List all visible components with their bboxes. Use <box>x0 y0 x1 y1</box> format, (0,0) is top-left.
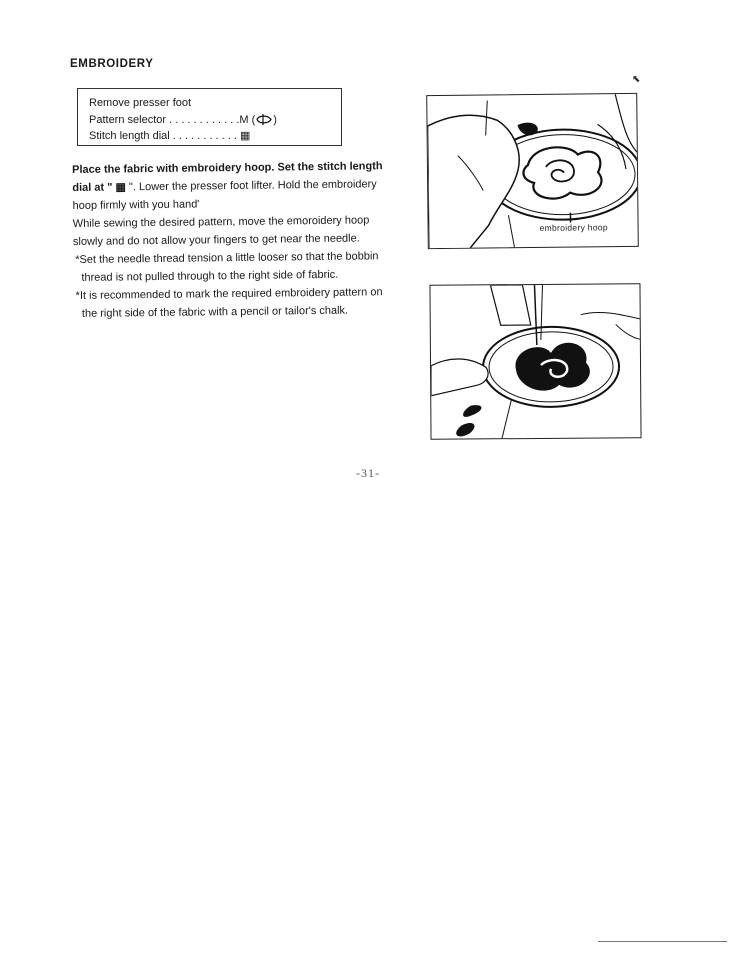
figure-sewing-embroidery <box>429 283 641 439</box>
note-thread-tension: *Set the needle thread tension a little looser so that the bobbin thread is not pulled through to the right side of fabric. <box>75 250 379 284</box>
instructions <box>72 157 400 323</box>
settings-box <box>77 88 342 146</box>
instruction-para-2: While sewing the desired pattern, move the emoroidery hoop slowly and do not allow your fingers to get near the needle. <box>72 214 370 248</box>
figure-label-hoop: embroidery hoop <box>539 222 608 233</box>
page-number: -31- <box>356 466 380 480</box>
pattern-m-icon <box>256 114 272 125</box>
settings-row-pattern-selector: Pattern selector . . . . . . . . . . . .M ( ) <box>89 113 277 126</box>
stitch-length-symbol: ▦ <box>240 130 251 142</box>
settings-row-stitch-length: Stitch length dial . . . . . . . . . . . ▦ <box>89 130 251 142</box>
settings-row-presser-foot: Remove presser foot <box>89 97 192 109</box>
bottom-rule <box>598 941 727 942</box>
dial-symbol: ▦ <box>115 181 126 194</box>
sewing-machine-illustration <box>430 284 641 439</box>
figure-hoop-holding <box>426 93 639 249</box>
instruction-para-1: Place the fabric with embroidery hoop. Set the stitch length dial at " ▦ ". Lower the presser foot lifter. Hold the embroidery hoop firmly with you hand' <box>72 160 383 212</box>
note-mark-pattern: *It is recommended to mark the required embroidery pattern on the right side of the fabric with a pencil or tailor's chalk. <box>75 286 383 320</box>
page-heading: EMBROIDERY <box>70 58 154 70</box>
corner-arrow-icon: ⬉ <box>632 74 641 85</box>
